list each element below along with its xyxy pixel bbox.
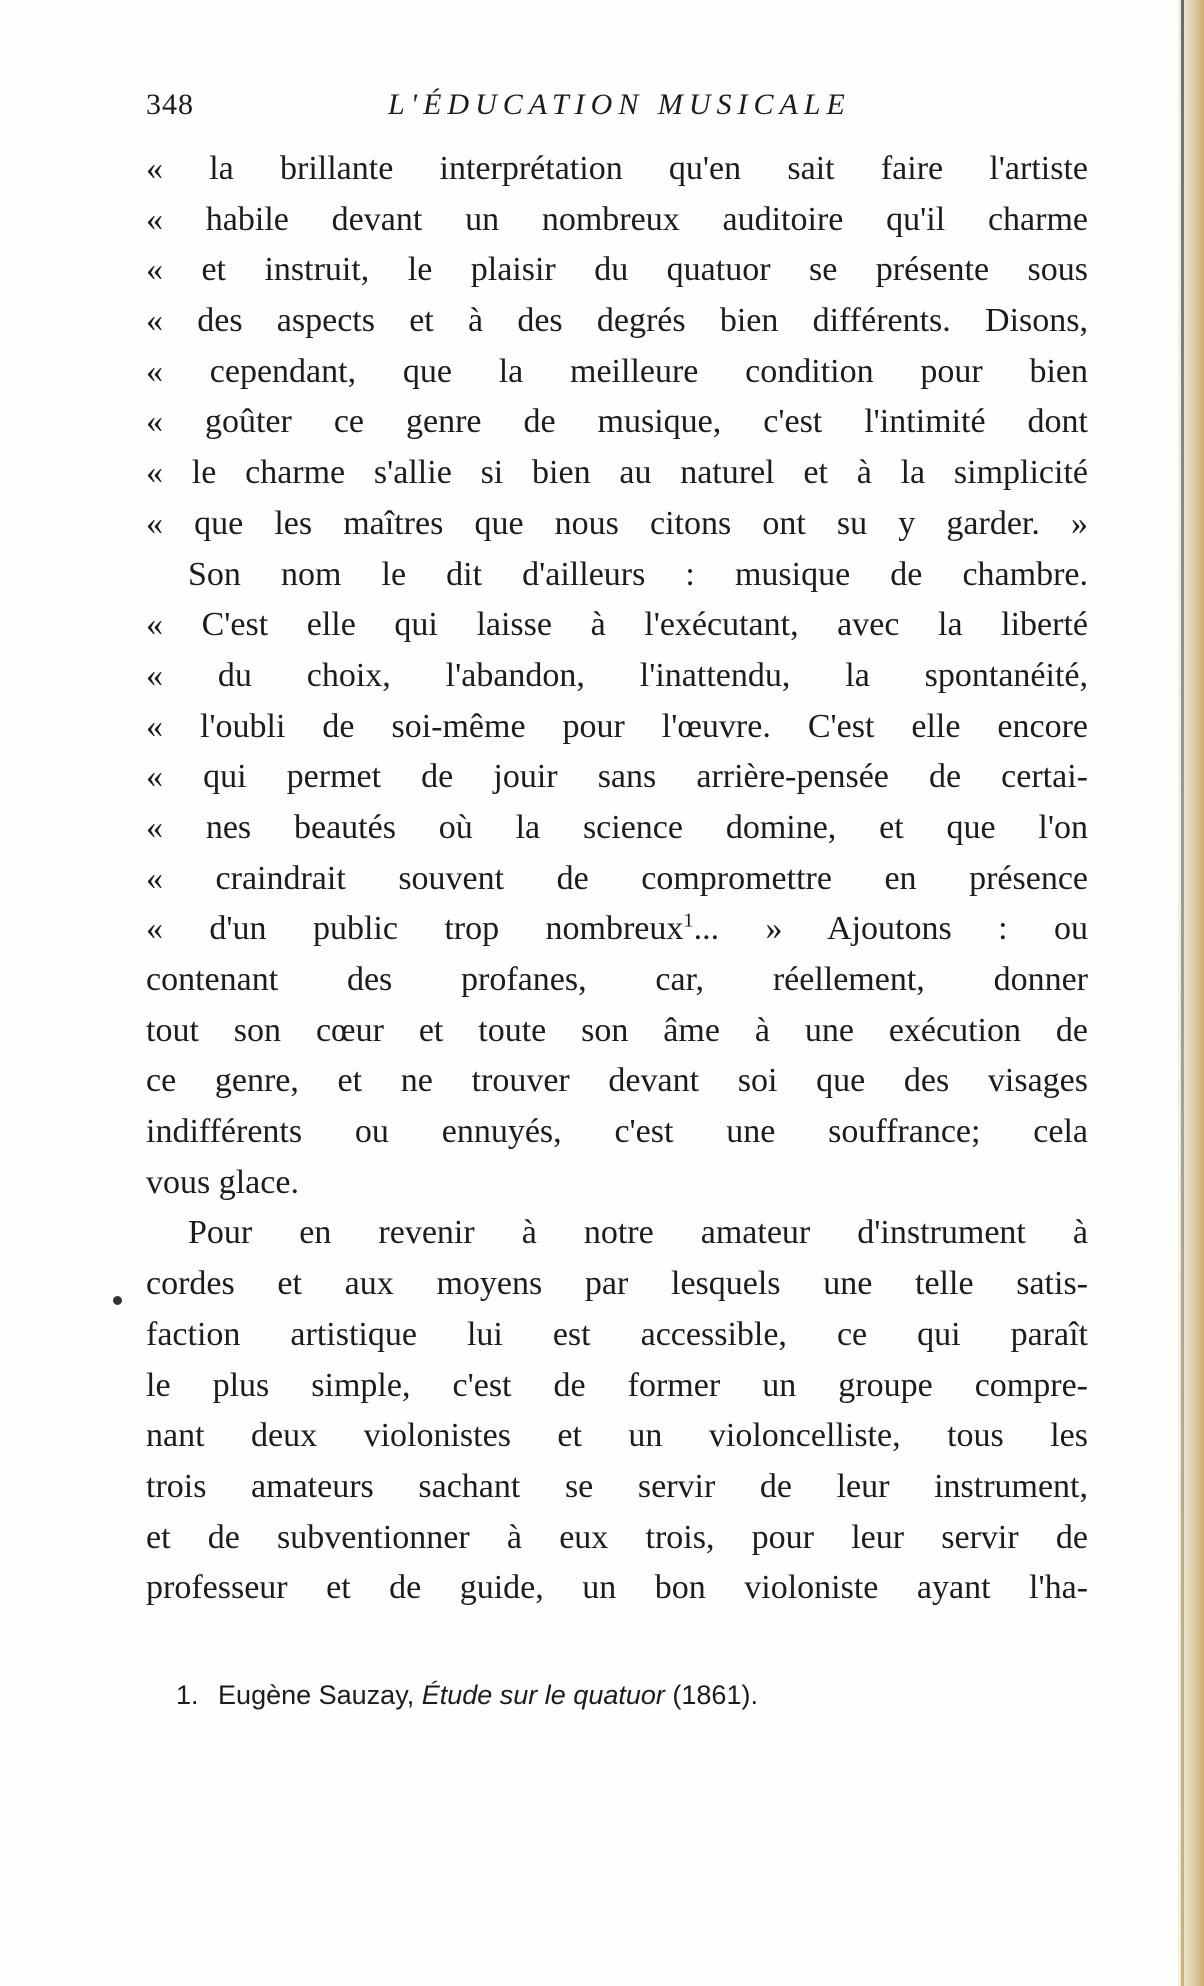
text-line: faction artistique lui est accessible, ce qui paraît (146, 1315, 1088, 1353)
text-line: nant deux violonistes et un violoncelliste, tous les (146, 1417, 1088, 1455)
text-line: « habile devant un nombreux auditoire qu'il charme (146, 200, 1088, 238)
text-segment: ... » Ajoutons : ou (693, 910, 1088, 948)
text-line: indifférents ou ennuyés, c'est une souffrance; cela (146, 1113, 1088, 1151)
text-line: professeur et de guide, un bon violoniste ayant l'ha- (146, 1569, 1088, 1607)
footnote-author: Eugène Sauzay, (218, 1680, 415, 1710)
text-line: le plus simple, c'est de former un groupe compre- (146, 1366, 1088, 1404)
text-line: « qui permet de jouir sans arrière-pensée de certai- (146, 758, 1088, 796)
text-line: « C'est elle qui laisse à l'exécutant, avec la liberté (146, 606, 1088, 644)
footnote-number: 1. (176, 1680, 199, 1710)
text-line: cordes et aux moyens par lesquels une telle satis- (146, 1265, 1088, 1303)
text-line-with-footnote-ref (146, 904, 1088, 955)
binding-edge-line (1181, 0, 1184, 1986)
footnote-marker: 1 (683, 909, 694, 932)
text-line: « l'oubli de soi-même pour l'œuvre. C'est elle encore (146, 707, 1088, 745)
text-line: « nes beautés où la science domine, et que l'on (146, 808, 1088, 846)
text-line: « la brillante interprétation qu'en sait faire l'artiste (146, 150, 1088, 187)
text-line: tout son cœur et toute son âme à une exécution de (146, 1011, 1088, 1049)
text-line: Pour en revenir à notre amateur d'instrument à (188, 1214, 1088, 1252)
page-number: 348 (146, 88, 194, 121)
text-line: Son nom le dit d'ailleurs : musique de chambre. (188, 555, 1088, 593)
page-header (146, 88, 1086, 128)
text-line: « et instruit, le plaisir du quatuor se présente sous (146, 251, 1088, 289)
text-line: trois amateurs sachant se servir de leur instrument, (146, 1467, 1088, 1505)
footnote (176, 1680, 758, 1711)
body-text (146, 144, 1088, 1614)
text-segment: « d'un public trop nombreux (146, 910, 684, 948)
text-line: « cependant, que la meilleure condition pour bien (146, 352, 1088, 390)
text-line: « que les maîtres que nous citons ont su y garder. » (146, 504, 1088, 542)
text-line: « craindrait souvent de compromettre en présence (146, 859, 1088, 897)
footnote-year: (1861). (672, 1680, 758, 1710)
footnote-title: Étude sur le quatuor (421, 1680, 665, 1710)
margin-dot (113, 1296, 122, 1305)
text-line: « le charme s'allie si bien au naturel et à la simplicité (146, 454, 1088, 492)
text-line: « goûter ce genre de musique, c'est l'intimité dont (146, 403, 1088, 441)
text-line: et de subventionner à eux trois, pour leur servir de (146, 1518, 1088, 1556)
text-line: ce genre, et ne trouver devant soi que des visages (146, 1062, 1088, 1100)
text-line: contenant des profanes, car, réellement, donner (146, 961, 1088, 998)
running-title: L'ÉDUCATION MUSICALE (388, 88, 851, 121)
text-line: vous glace. (146, 1163, 299, 1201)
text-line: « des aspects et à des degrés bien différents. Disons, (146, 302, 1088, 340)
text-line: « du choix, l'abandon, l'inattendu, la spontanéité, (146, 656, 1088, 694)
